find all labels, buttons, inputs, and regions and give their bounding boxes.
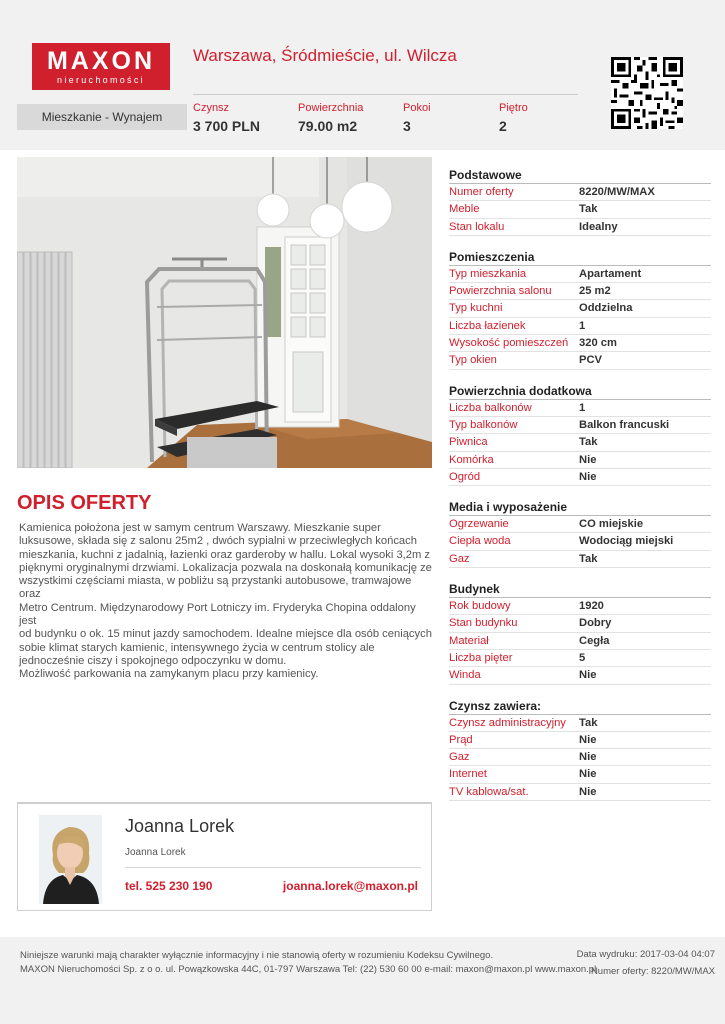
spec-row — [449, 551, 711, 568]
agent-card — [17, 802, 432, 911]
agent-phone-link[interactable]: tel. 525 230 190 — [125, 879, 213, 893]
agent-subtitle: Joanna Lorek — [125, 847, 186, 858]
spec-row — [449, 283, 711, 300]
spec-row — [449, 201, 711, 218]
spec-value: Cegła — [579, 634, 610, 647]
spec-value: Apartament — [579, 267, 642, 280]
stat-rooms — [403, 101, 431, 135]
spec-label: Piwnica — [449, 436, 488, 449]
spec-value: Nie — [579, 669, 597, 682]
spec-label: Numer oferty — [449, 186, 514, 198]
spec-label: Typ okien — [449, 354, 497, 367]
spec-label: Liczba balkonów — [449, 401, 532, 414]
spec-label: Ogród — [449, 470, 481, 483]
spec-row — [449, 516, 711, 533]
spec-label: TV kablowa/sat. — [449, 785, 529, 798]
footer — [0, 937, 725, 1024]
spec-label: Internet — [449, 768, 487, 781]
spec-value: Tak — [579, 716, 598, 729]
spec-value: Wodociąg miejski — [579, 535, 674, 548]
spec-value: PCV — [579, 354, 603, 367]
header-divider — [193, 94, 578, 95]
spec-label: Komórka — [449, 453, 494, 466]
spec-row — [449, 417, 711, 434]
spec-row — [449, 266, 711, 283]
section-title-extra: Powierzchnia dodatkowa — [449, 382, 711, 400]
spec-row — [449, 434, 711, 451]
section-title-rent: Czynsz zawiera: — [449, 697, 711, 715]
footer-offer-number: Numer oferty: 8220/MW/MAX — [590, 966, 715, 977]
spec-label: Liczba łazienek — [449, 319, 526, 332]
stat-value: 2 — [499, 118, 507, 134]
spec-row — [449, 300, 711, 317]
spec-label: Liczba pięter — [449, 651, 513, 664]
spec-label: Typ kuchni — [449, 302, 503, 315]
spec-row — [449, 318, 711, 335]
room-illustration — [17, 157, 432, 468]
spec-value: Oddzielna — [579, 302, 633, 315]
spec-value: Nie — [579, 453, 597, 466]
stat-label: Piętro — [499, 102, 528, 114]
property-address: Warszawa, Śródmieście, ul. Wilcza — [193, 46, 457, 65]
stat-label: Czynsz — [193, 102, 230, 114]
spec-label: Ciepła woda — [449, 535, 511, 548]
logo-sub-text: nieruchomości — [57, 75, 145, 85]
spec-row — [449, 732, 711, 749]
spec-value: 320 cm — [579, 337, 617, 350]
spec-value: Tak — [579, 203, 598, 216]
spec-label: Czynsz administracyjny — [449, 716, 566, 729]
spec-value: 1 — [579, 401, 586, 414]
spec-row — [449, 766, 711, 783]
agent-email-link[interactable]: joanna.lorek@maxon.pl — [282, 879, 418, 893]
stat-label: Pokoi — [403, 102, 431, 114]
description-title: OPIS OFERTY — [17, 492, 152, 514]
spec-row — [449, 633, 711, 650]
section-title-basic: Podstawowe — [449, 166, 711, 184]
spec-row — [449, 400, 711, 417]
spec-row — [449, 335, 711, 352]
spec-value: 5 — [579, 651, 586, 664]
spec-row — [449, 667, 711, 684]
spec-value: Balkon francuski — [579, 418, 670, 431]
spec-value: Nie — [579, 785, 597, 798]
spec-label: Prąd — [449, 733, 473, 746]
spec-row — [449, 615, 711, 632]
spec-row — [449, 715, 711, 732]
maxon-logo[interactable] — [32, 43, 170, 90]
spec-label: Winda — [449, 669, 481, 682]
qr-code[interactable] — [611, 57, 683, 129]
footer-company-info: MAXON Nieruchomości Sp. z o o. ul. Powązkowska 44C, 01-797 Warszawa Tel: (22) 530 60 00 e-mail: maxon@maxon.pl www.maxon.pl — [20, 964, 597, 975]
spec-value: 8220/MW/MAX — [579, 186, 655, 198]
agent-avatar — [39, 815, 102, 904]
description-text: Kamienica położona jest w samym centrum Warszawy. Mieszkanie super luksusowe, składa się z salonu 25m2 , dwóch sypialni w przeciwległych końcach mieszkania, kuchni z jadalnią, łazienki oraz garderoby w hallu. Lokal wysoki 3,2m z pięknymi oryginalnymi drzwiami. Lokalizacja pozwala na doskonałą komunikację ze wszystkimi częściami miasta, w pobliżu są przystanki autobusowe, tramwajowe oraz Metro Centrum. Międzynarodowy Port Lotniczy im. Fryderyka Chopina oddalony jest od budynku o ok. 15 minut jazdy samochodem. Idealne miejsce dla osób ceniących sobie klimat starych kamienic, intensywnego życia w centrum stolicy ale jednocześnie ciszy i spokojnego odpoczynku w domu. Możliwość parkowania na zamykanym placu przy kamienicy. — [19, 522, 432, 681]
spec-label: Rok budowy — [449, 600, 511, 613]
spec-value: Dobry — [579, 617, 612, 630]
specs-panel — [449, 166, 711, 801]
spec-value: Nie — [579, 733, 597, 746]
spec-label: Typ balkonów — [449, 418, 518, 431]
agent-name: Joanna Lorek — [125, 816, 235, 836]
spec-label: Typ mieszkania — [449, 267, 527, 280]
stat-value: 79.00 m2 — [298, 118, 358, 134]
stat-area — [298, 101, 363, 135]
spec-row — [449, 352, 711, 369]
offer-type-badge: Mieszkanie - Wynajem — [17, 104, 187, 130]
stat-floor — [499, 101, 528, 135]
logo-main-text: MAXON — [46, 47, 156, 75]
spec-value: 25 m2 — [579, 285, 611, 298]
spec-row — [449, 784, 711, 801]
spec-value: Nie — [579, 751, 597, 764]
spec-label: Gaz — [449, 552, 470, 565]
spec-value: Nie — [579, 470, 597, 483]
spec-label: Stan budynku — [449, 617, 518, 630]
spec-row — [449, 219, 711, 236]
footer-print-date: Data wydruku: 2017-03-04 04:07 — [576, 949, 715, 960]
spec-value: Idealny — [579, 220, 618, 233]
spec-row — [449, 184, 711, 201]
spec-label: Materiał — [449, 634, 489, 647]
spec-value: Tak — [579, 436, 598, 449]
spec-value: Tak — [579, 552, 598, 565]
stat-value: 3 700 PLN — [193, 118, 260, 134]
spec-value: 1920 — [579, 600, 604, 613]
property-photo[interactable] — [17, 157, 432, 468]
spec-label: Ogrzewanie — [449, 518, 509, 531]
spec-label: Wysokość pomieszczeń — [449, 337, 569, 350]
spec-row — [449, 598, 711, 615]
spec-row — [449, 749, 711, 766]
spec-value: 1 — [579, 319, 586, 332]
section-title-building: Budynek — [449, 580, 711, 598]
section-title-rooms: Pomieszczenia — [449, 248, 711, 266]
spec-value: CO miejskie — [579, 518, 644, 531]
footer-disclaimer: Niniejsze warunki mają charakter wyłącznie informacyjny i nie stanowią oferty w rozumieniu Kodeksu Cywilnego. — [20, 950, 494, 961]
stat-label: Powierzchnia — [298, 102, 364, 114]
spec-label: Powierzchnia salonu — [449, 285, 552, 298]
section-title-media: Media i wyposażenie — [449, 498, 711, 516]
stat-rent — [193, 101, 260, 135]
spec-row — [449, 469, 711, 486]
spec-row — [449, 650, 711, 667]
stat-value: 3 — [403, 118, 411, 134]
spec-row — [449, 533, 711, 550]
spec-value: Nie — [579, 768, 597, 781]
spec-label: Stan lokalu — [449, 220, 505, 233]
spec-label: Gaz — [449, 751, 470, 764]
spec-row — [449, 452, 711, 469]
spec-label: Meble — [449, 203, 480, 216]
agent-divider — [125, 867, 421, 868]
header — [0, 0, 725, 150]
